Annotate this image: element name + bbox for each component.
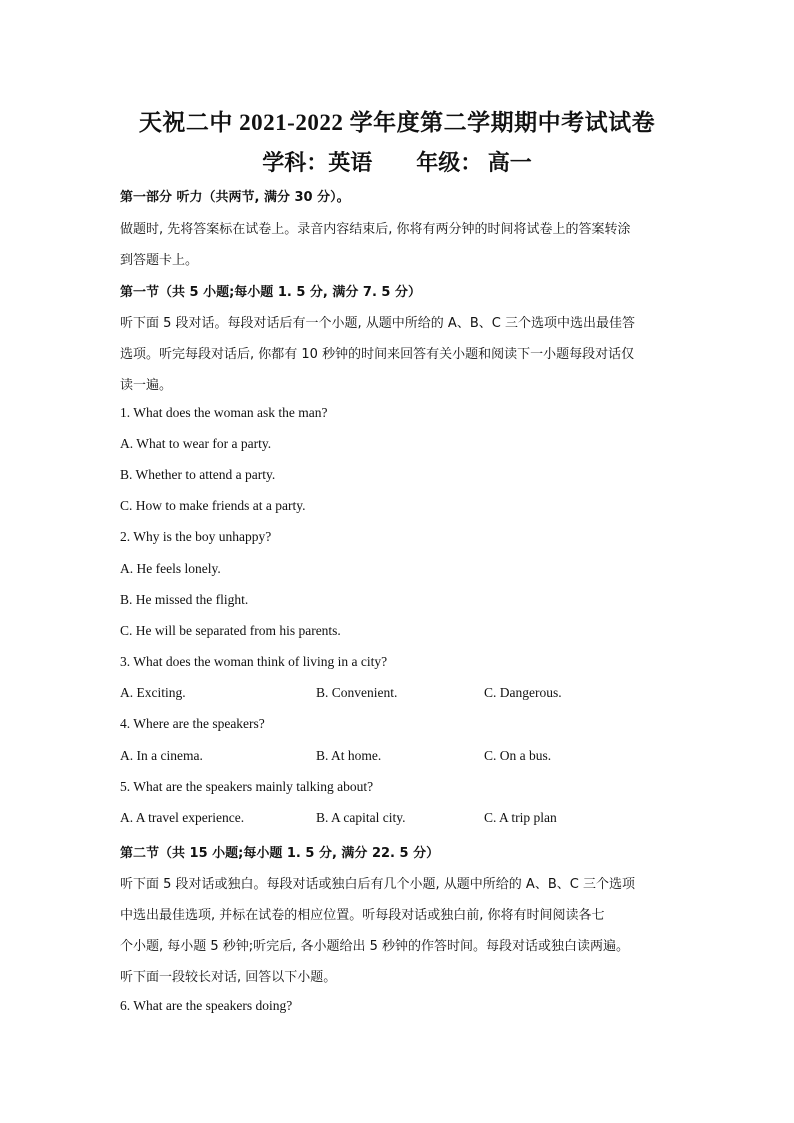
question-5-stem: 5. What are the speakers mainly talking about? [120,779,374,794]
question-1-option-b: B. Whether to attend a party. [120,467,276,482]
question-6-stem: 6. What are the speakers doing? [120,998,293,1013]
section2-instruction-line-3: 个小题, 每小题 5 秒钟;听完后, 各小题给出 5 秒钟的作答时间。每段对话或独白读两遍。 [120,939,629,954]
question-5-option-c: C. A trip plan [484,810,557,825]
part1-heading: 第一部分 听力（共两节, 满分 30 分）。 [120,190,350,205]
question-2-option-a: A. He feels lonely. [120,561,221,576]
question-1-stem: 1. What does the woman ask the man? [120,405,328,420]
question-5-option-a: A. A travel experience. [120,810,245,825]
section1-heading: 第一节（共 5 小题;每小题 1. 5 分, 满分 7. 5 分） [120,285,421,300]
section2-instruction-line-4: 听下面一段较长对话, 回答以下小题。 [120,970,337,985]
part1-instruction-line-2: 到答题卡上。 [120,253,199,268]
question-4-option-b: B. At home. [316,748,382,763]
section2-instruction-line-2: 中选出最佳选项, 并标在试卷的相应位置。听每段对话或独白前, 你将有时间阅读各七 [120,908,605,923]
question-1-option-a: A. What to wear for a party. [120,436,272,451]
exam-subtitle [0,146,794,177]
question-4-stem: 4. Where are the speakers? [120,716,265,731]
part1-instruction-line-1: 做题时, 先将答案标在试卷上。录音内容结束后, 你将有两分钟的时间将试卷上的答案转涂 [120,222,631,237]
subject-label: 学科：英语 [262,150,373,175]
exam-title: 天祝二中 2021-2022 学年度第二学期期中考试试卷 [138,110,656,135]
question-3-option-a: A. Exciting. [120,685,186,700]
section2-heading: 第二节（共 15 小题;每小题 1. 5 分, 满分 22. 5 分） [120,846,440,861]
section1-instruction-line-1: 听下面 5 段对话。每段对话后有一个小题, 从题中所给的 A、B、C 三个选项中选出最佳答 [120,316,635,331]
question-5-option-b: B. A capital city. [316,810,406,825]
question-2-stem: 2. Why is the boy unhappy? [120,529,272,544]
section1-instruction-line-3: 读一遍。 [120,378,173,393]
section2-instruction-line-1: 听下面 5 段对话或独白。每段对话或独白后有几个小题, 从题中所给的 A、B、C 三个选项 [120,877,635,892]
section1-instruction-line-2: 选项。听完每段对话后, 你都有 10 秒钟的时间来回答有关小题和阅读下一小题每段对话仅 [120,347,635,362]
question-4-option-a: A. In a cinema. [120,748,203,763]
question-3-stem: 3. What does the woman think of living in a city? [120,654,388,669]
grade-label: 年级： 高一 [416,150,532,175]
question-1-option-c: C. How to make friends at a party. [120,498,306,513]
question-3-option-b: B. Convenient. [316,685,398,700]
question-3-option-c: C. Dangerous. [484,685,562,700]
question-2-option-c: C. He will be separated from his parents. [120,623,341,638]
question-2-option-b: B. He missed the flight. [120,592,249,607]
question-4-option-c: C. On a bus. [484,748,552,763]
